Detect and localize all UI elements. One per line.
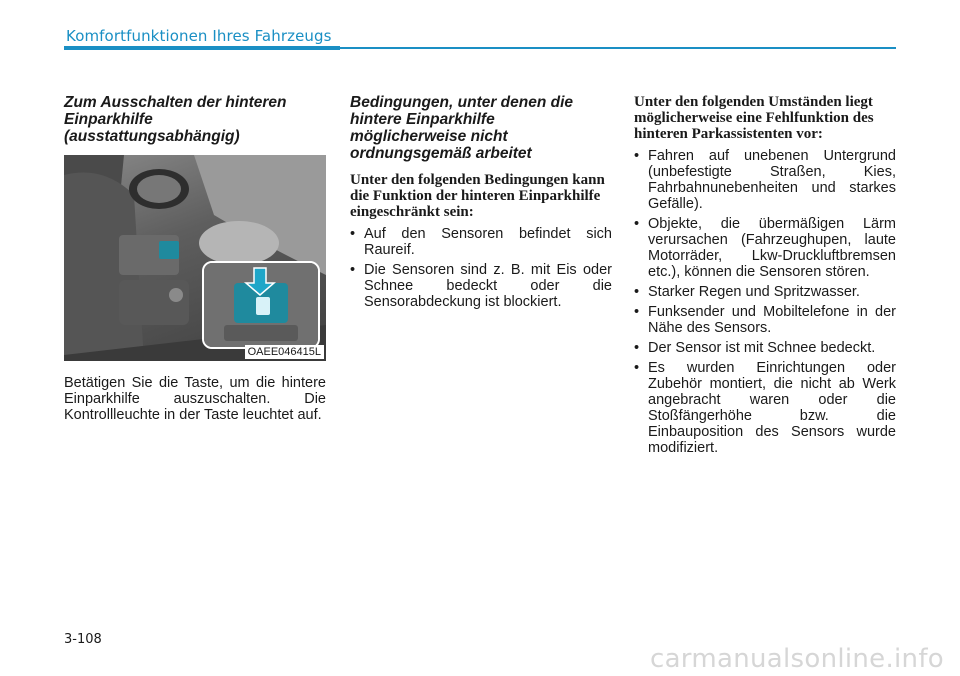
list-item: • Der Sensor ist mit Schnee bedeckt.	[634, 340, 896, 356]
page-number: 3-108	[64, 632, 102, 647]
image-code: OAEE046415L	[245, 345, 324, 359]
subheading-malfunction: Unter den folgenden Umständen liegt möglicherweise eine Fehlfunktion des hinteren Parkassistenten vor:	[634, 94, 874, 142]
section-title: Komfortfunktionen Ihres Fahrzeugs	[66, 27, 332, 45]
bullet-list-malfunction	[634, 148, 896, 456]
heading-turn-off: Zum Ausschalten der hinteren Einparkhilfe (ausstattungsabhängig)	[64, 94, 287, 145]
list-item: • Die Sensoren sind z. B. mit Eis oder Schnee bedeckt oder die Sensorabdeckung ist blockiert.	[350, 262, 612, 310]
column-right	[634, 94, 896, 460]
column-middle	[350, 94, 612, 314]
list-item: • Starker Regen und Spritzwasser.	[634, 284, 896, 300]
list-item: • Objekte, die übermäßigen Lärm verursachen (Fahrzeughupen, laute Motorräder, Lkw-Druckluftbremsen etc.), können die Sensoren stören.	[634, 216, 896, 280]
list-item: • Es wurden Einrichtungen oder Zubehör montiert, die nicht ab Werk angebracht waren oder die Stoßfängerhöhe bzw. die Einbauposition des Sensors wurde modifiziert.	[634, 360, 896, 456]
subheading-limited: Unter den folgenden Bedingungen kann die Funktion der hinteren Einparkhilfe eingeschränkt sein:	[350, 172, 605, 220]
heading-conditions: Bedingungen, unter denen die hintere Einparkhilfe möglicherweise nicht ordnungsgemäß arbeitet	[350, 94, 574, 162]
turn-off-instruction: Betätigen Sie die Taste, um die hintere Einparkhilfe auszuschalten. Die Kontrollleuchte in der Taste leuchtet auf.	[64, 375, 326, 423]
header-rule-thick	[64, 46, 340, 50]
list-item: • Auf den Sensoren befindet sich Raureif.	[350, 226, 612, 258]
bullet-list-limited	[350, 226, 612, 310]
column-left	[64, 94, 326, 423]
list-item: • Fahren auf unebenen Untergrund (unbefestigte Straßen, Kies, Fahrbahnunebenheiten und starkes Gefälle).	[634, 148, 896, 212]
console-button-photo	[64, 155, 326, 361]
watermark: carmanualsonline.info	[649, 644, 944, 674]
header-rule-thin	[340, 47, 896, 49]
list-item: • Funksender und Mobiltelefone in der Nähe des Sensors.	[634, 304, 896, 336]
button-closeup-inset	[202, 261, 320, 349]
